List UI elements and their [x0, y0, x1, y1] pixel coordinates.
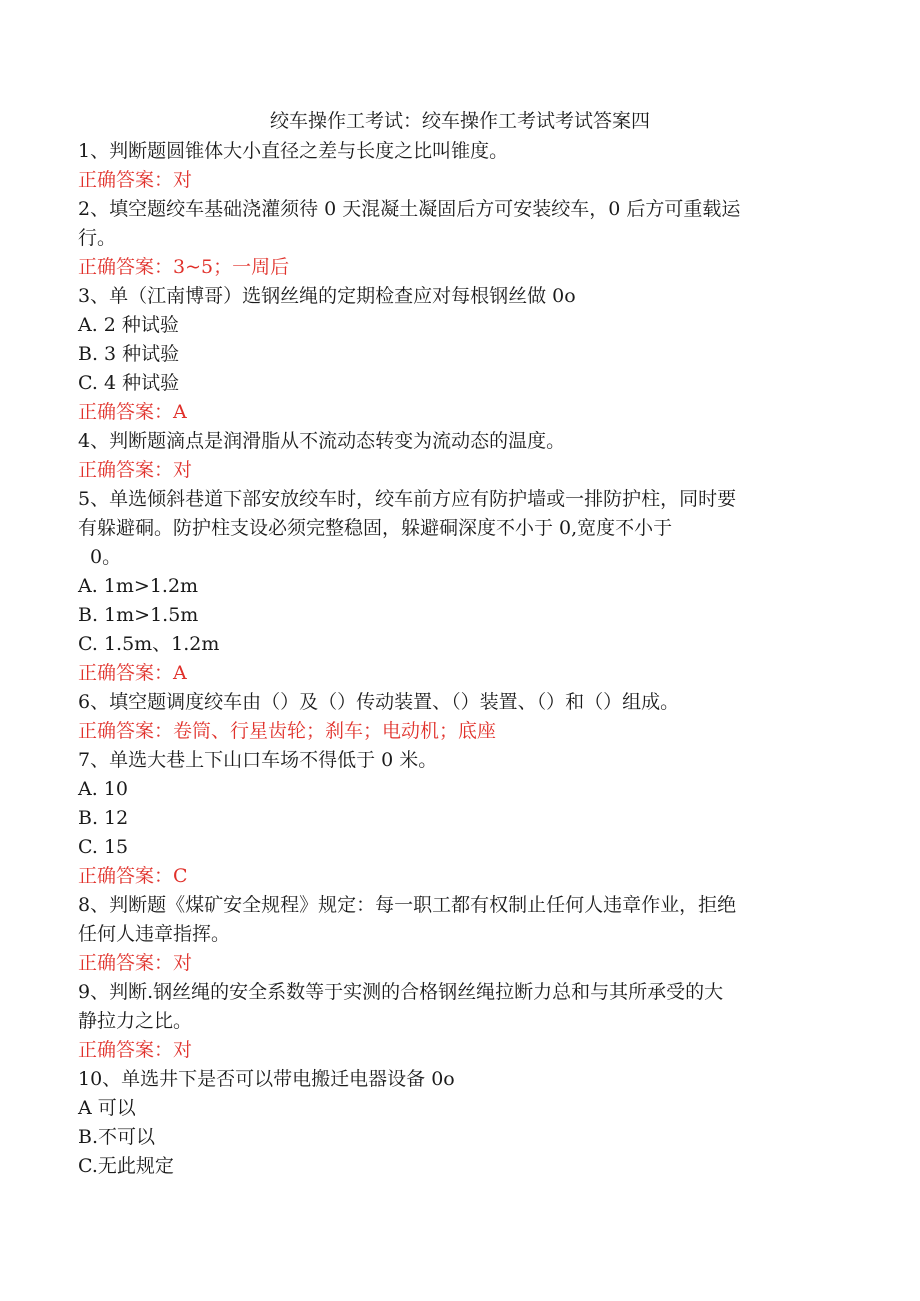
- question-4-answer: [78, 456, 838, 485]
- question-list: [78, 137, 838, 1181]
- answer-label: 正确答案：: [78, 169, 174, 191]
- answer-value: 对: [173, 1039, 193, 1061]
- question-5-option-a: A. 1m>1.2m: [78, 575, 199, 597]
- question-8-answer: [78, 949, 838, 978]
- question-10-text: 10、单选井下是否可以带电搬迁电器设备 0o: [78, 1068, 455, 1090]
- question-10-option-c: C.无此规定: [78, 1155, 174, 1177]
- answer-label: 正确答案：: [78, 952, 174, 974]
- question-1-text: 1、判断题圆锥体大小直径之差与长度之比叫锥度。: [78, 140, 509, 162]
- question-5-answer: [78, 659, 838, 688]
- answer-value: 对: [173, 952, 193, 974]
- question-3-option-b: B. 3 种试验: [78, 343, 180, 365]
- question-2-text-line2: 行。: [78, 227, 117, 249]
- question-5-option-b: B. 1m>1.5m: [78, 604, 199, 626]
- answer-label: 正确答案：: [78, 1039, 174, 1061]
- question-9-text-line1: 9、判断.钢丝绳的安全系数等于实测的合格钢丝绳拉断力总和与其所承受的大: [78, 981, 724, 1003]
- question-5-option-c: C. 1.5m、1.2m: [78, 633, 220, 655]
- answer-value: A: [173, 662, 187, 684]
- page-title: 绞车操作工考试：绞车操作工考试考试答案四: [269, 110, 650, 132]
- question-9-text-line2: 静拉力之比。: [78, 1010, 193, 1032]
- question-2-text-line1: 2、填空题绞车基础浇灌须待 0 天混凝土凝固后方可安装绞车，0 后方可重载运: [78, 198, 741, 220]
- question-5-text-line3: 0。: [90, 546, 122, 568]
- question-9-answer: [78, 1036, 838, 1065]
- answer-label: 正确答案：: [78, 865, 174, 887]
- answer-value: A: [173, 401, 187, 423]
- answer-label: 正确答案：: [78, 720, 174, 742]
- question-7-option-b: B. 12: [78, 807, 129, 829]
- question-1-answer: [78, 166, 838, 195]
- question-8-text-line1: 8、判断题《煤矿安全规程》规定：每一职工都有权制止任何人违章作业，拒绝: [78, 894, 737, 916]
- question-6-text: 6、填空题调度绞车由（）及（）传动装置、（）装置、（）和（）组成。: [78, 691, 680, 713]
- answer-value: 对: [173, 169, 193, 191]
- question-10-option-a: A 可以: [78, 1097, 136, 1119]
- question-5-text-line1: 5、单选倾斜巷道下部安放绞车时，绞车前方应有防护墙或一排防护柱，同时要: [78, 488, 737, 510]
- question-3-option-a: A. 2 种试验: [78, 314, 179, 336]
- question-8-text-line2: 任何人违章指挥。: [78, 923, 231, 945]
- answer-value: 卷筒、行星齿轮；刹车；电动机；底座: [173, 720, 497, 742]
- answer-value: 3~5；一周后: [173, 256, 290, 278]
- answer-value: C: [173, 865, 188, 887]
- question-3-option-c: C. 4 种试验: [78, 372, 180, 394]
- question-4-text: 4、判断题滴点是润滑脂从不流动态转变为流动态的温度。: [78, 430, 566, 452]
- question-7-text: 7、单选大巷上下山口车场不得低于 0 米。: [78, 749, 438, 771]
- question-3-text: 3、单（江南博哥）选钢丝绳的定期检查应对每根钢丝做 0o: [78, 285, 576, 307]
- question-10-option-b: B.不可以: [78, 1126, 156, 1148]
- question-7-answer: [78, 862, 838, 891]
- answer-label: 正确答案：: [78, 256, 174, 278]
- question-7-option-c: C. 15: [78, 836, 129, 858]
- answer-label: 正确答案：: [78, 459, 174, 481]
- question-2-answer: [78, 253, 838, 282]
- question-5-text-line2: 有躲避硐。防护柱支设必须完整稳固，躲避硐深度不小于 0,宽度不小于: [78, 517, 673, 539]
- answer-value: 对: [173, 459, 193, 481]
- question-3-answer: [78, 398, 838, 427]
- question-6-answer: [78, 717, 838, 746]
- answer-label: 正确答案：: [78, 401, 174, 423]
- question-7-option-a: A. 10: [78, 778, 128, 800]
- answer-label: 正确答案：: [78, 662, 174, 684]
